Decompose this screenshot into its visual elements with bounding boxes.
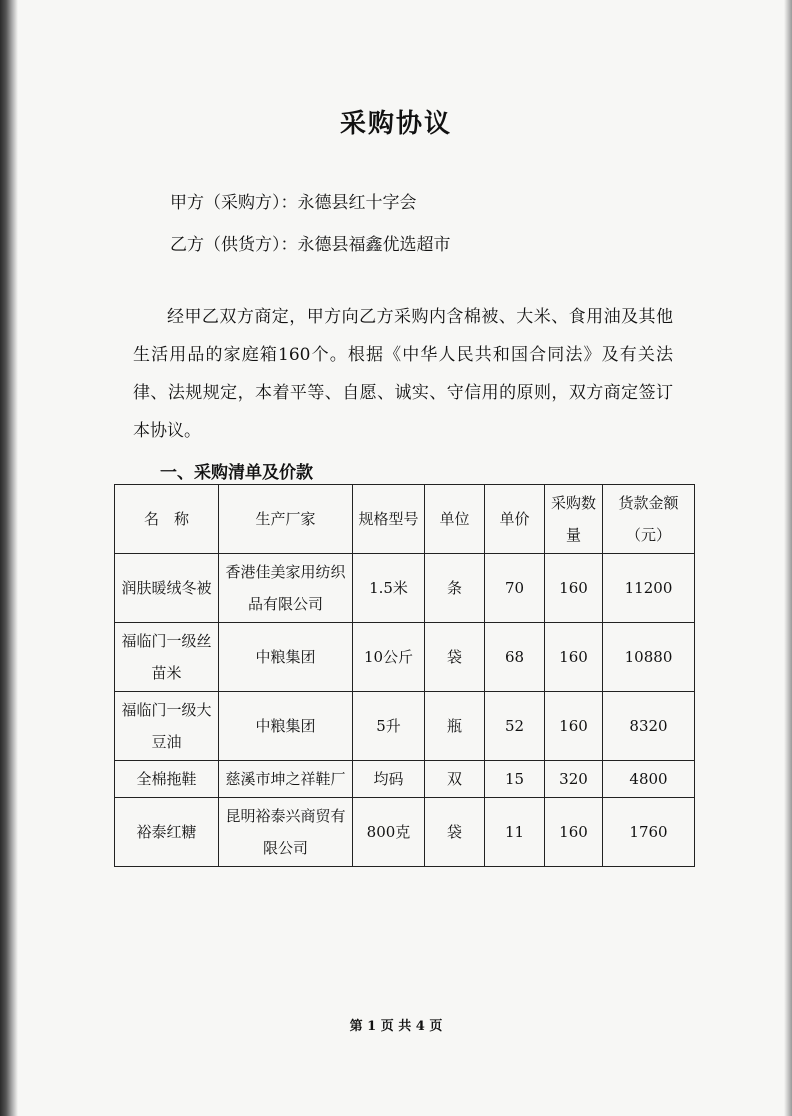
table-row bbox=[115, 554, 695, 623]
party-a: 甲方（采购方）：永德县红十字会 bbox=[170, 193, 417, 213]
cell-spec: 800克 bbox=[353, 798, 425, 867]
table-row bbox=[115, 692, 695, 761]
cell-price: 11 bbox=[485, 798, 545, 867]
cell-unit: 袋 bbox=[425, 798, 485, 867]
header-cell: 货款金额（元） bbox=[603, 485, 695, 554]
cell-qty: 160 bbox=[545, 798, 603, 867]
cell-qty: 160 bbox=[545, 554, 603, 623]
header-cell: 名 称 bbox=[115, 485, 219, 554]
header-cell: 单价 bbox=[485, 485, 545, 554]
cell-spec: 1.5米 bbox=[353, 554, 425, 623]
table-row bbox=[115, 623, 695, 692]
purchase-table bbox=[114, 484, 695, 867]
cell-price: 52 bbox=[485, 692, 545, 761]
party-b: 乙方（供货方）：永德县福鑫优选超市 bbox=[170, 235, 451, 255]
table-header-row bbox=[115, 485, 695, 554]
table-row bbox=[115, 761, 695, 798]
cell-price: 15 bbox=[485, 761, 545, 798]
cell-amount: 4800 bbox=[603, 761, 695, 798]
cell-amount: 10880 bbox=[603, 623, 695, 692]
cell-spec: 5升 bbox=[353, 692, 425, 761]
cell-maker: 香港佳美家用纺织品有限公司 bbox=[219, 554, 353, 623]
header-cell: 采购数量 bbox=[545, 485, 603, 554]
header-cell: 规格型号 bbox=[353, 485, 425, 554]
cell-name: 福临门一级丝苗米 bbox=[115, 623, 219, 692]
cell-price: 70 bbox=[485, 554, 545, 623]
scan-edge-shadow bbox=[0, 0, 18, 1116]
cell-unit: 条 bbox=[425, 554, 485, 623]
page-footer: 第 1 页 共 4 页 bbox=[349, 1019, 443, 1034]
cell-unit: 袋 bbox=[425, 623, 485, 692]
document-title: 采购协议 bbox=[339, 109, 452, 139]
cell-name: 福临门一级大豆油 bbox=[115, 692, 219, 761]
cell-unit: 瓶 bbox=[425, 692, 485, 761]
cell-maker: 慈溪市坤之祥鞋厂 bbox=[219, 761, 353, 798]
cell-maker: 中粮集团 bbox=[219, 623, 353, 692]
header-cell: 单位 bbox=[425, 485, 485, 554]
scan-edge-shadow-right bbox=[784, 0, 792, 1116]
cell-spec: 10公斤 bbox=[353, 623, 425, 692]
header-cell: 生产厂家 bbox=[219, 485, 353, 554]
cell-maker: 中粮集团 bbox=[219, 692, 353, 761]
cell-qty: 160 bbox=[545, 623, 603, 692]
cell-qty: 160 bbox=[545, 692, 603, 761]
cell-name: 全棉拖鞋 bbox=[115, 761, 219, 798]
cell-amount: 11200 bbox=[603, 554, 695, 623]
cell-name: 裕泰红糖 bbox=[115, 798, 219, 867]
cell-amount: 1760 bbox=[603, 798, 695, 867]
cell-spec: 均码 bbox=[353, 761, 425, 798]
cell-name: 润肤暖绒冬被 bbox=[115, 554, 219, 623]
section-heading: 一、采购清单及价款 bbox=[160, 463, 313, 483]
cell-maker: 昆明裕泰兴商贸有限公司 bbox=[219, 798, 353, 867]
cell-amount: 8320 bbox=[603, 692, 695, 761]
cell-price: 68 bbox=[485, 623, 545, 692]
intro-paragraph: 经甲乙双方商定，甲方向乙方采购内含棉被、大米、食用油及其他生活用品的家庭箱160个。根据《中华人民共和国合同法》及有关法律、法规规定，本着平等、自愿、诚实、守信用的原则，双方商定签订本协议。 bbox=[133, 307, 673, 441]
cell-qty: 320 bbox=[545, 761, 603, 798]
cell-unit: 双 bbox=[425, 761, 485, 798]
table-row bbox=[115, 798, 695, 867]
